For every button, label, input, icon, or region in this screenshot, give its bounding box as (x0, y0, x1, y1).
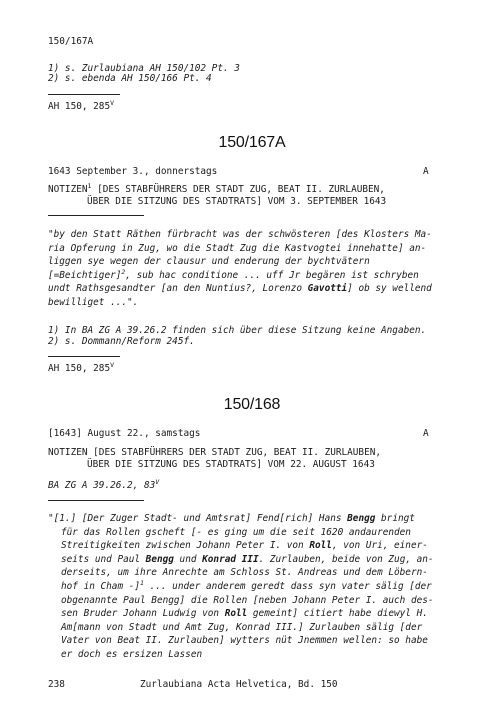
doc2-quote-line: für das Rollen gscheft [- es ging um die seit 1620 andaurenden (61, 526, 411, 538)
doc2-source (48, 480, 159, 493)
doc2-quote-line: Vater von Beat II. Zurlauben] wytters nüt Jnemmen wellen: so habe (61, 635, 428, 647)
doc1-quote-line (48, 267, 458, 284)
doc2-quote-seg: seits und Paul (61, 553, 146, 565)
doc2-quote-name-bold: Roll (224, 608, 248, 620)
doc1-title-divider (48, 215, 144, 216)
doc1-quote-line: bewilliget ...". (48, 296, 139, 308)
doc2-quote-line: Am[mann von Stadt und Amt Zug, Konrad III.] Zurlauben sälig [der (61, 621, 423, 633)
footer-series-title: Zurlaubiana Acta Helvetica, Bd. 150 (140, 679, 338, 690)
doc2-quote-seg: "[1.] [Der Zuger Stadt- und Amtsrat] Fend[rich] Hans (48, 513, 348, 524)
doc2-quote-name-bold: Roll (309, 540, 332, 552)
doc2-title-line2: ÜBER DIE SITZUNG DES STADTRATS] VOM 22. AUGUST 1643 (87, 459, 375, 470)
doc2-title-line1: NOTIZEN [DES STABFÜHRERS DER STADT ZUG, BEAT II. ZURLAUBEN, (48, 447, 382, 458)
doc2-quote-line (48, 554, 458, 568)
doc1-ah-text: AH 150, 285 (48, 363, 111, 374)
doc2-quote-line (48, 513, 458, 527)
doc2-quote-line (48, 540, 458, 554)
doc1-number: 150/167A (218, 134, 286, 151)
doc1-quote-line: ria Opferung in Zug, wo die Stadt Zug die Kastvogtei innehatte] an- (48, 242, 427, 254)
doc1-date: 1643 September 3., donnerstags (48, 166, 218, 177)
doc1-ah-sup: V (110, 361, 115, 369)
doc2-source-text: BA ZG A 39.26.2, 83 (48, 480, 156, 491)
doc2-source-sup: V (155, 478, 160, 486)
top-footnote-1: 1) s. Zurlaubiana AH 150/102 Pt. 3 (48, 63, 240, 74)
doc2-quote-seg: , von Uri, einer- (331, 540, 428, 552)
doc1-quote-sup: 2 (121, 267, 126, 276)
doc2-quote-line: er doch es ersizen Lassen (61, 648, 203, 660)
doc1-quote-name-bold: Gavotti (307, 283, 348, 295)
doc1-title-line2: ÜBER DIE SITZUNG DES STADTRATS] VOM 3. SEPTEMBER 1643 (87, 196, 387, 207)
doc2-quote-line (48, 578, 458, 595)
doc2-quote-seg: . Zurlauben, beide von Zug, an- (258, 553, 434, 565)
doc2-quote-seg: hof in Cham -] (61, 580, 141, 592)
doc2-quote-seg: sen Bruder Johann Ludwig von (61, 608, 225, 620)
doc1-footnote-2: 2) s. Dommann/Reform 245f. (48, 336, 195, 347)
doc2-quote (48, 513, 458, 663)
doc1-quote-line: "by den Statt Räthen fürbracht was der schwösteren [des Klosters Ma- (48, 229, 432, 240)
doc1-quote-seg: [=Beichtiger] (48, 269, 122, 281)
page-number: 238 (48, 679, 65, 690)
doc2-quote-seg: gemeint] citiert habe diewyl H. (247, 608, 428, 620)
doc2-quote-line: derseits, um ihre Anrechte am Schloss St. Andreas und dem Löbern- (61, 567, 428, 579)
doc2-quote-line: obgenannte Paul Bengg] die Rollen [neben Johann Peter I. auch des- (61, 594, 434, 606)
doc1-quote (48, 229, 458, 311)
doc1-quote-seg: ] ob sy wellend (347, 283, 432, 295)
doc2-quote-name-bold: Bengg (347, 513, 376, 524)
top-ah-text: AH 150, 285 (48, 101, 111, 112)
doc2-number: 150/168 (223, 396, 281, 413)
doc1-quote-line (48, 283, 458, 297)
doc2-source-divider (48, 500, 144, 501)
doc2-quote-name-bold: Bengg (145, 553, 174, 565)
doc2-date: [1643] August 22., samstags (48, 428, 201, 439)
top-reference: 150/167A (48, 36, 94, 47)
doc1-ah-reference (48, 363, 114, 376)
doc1-title-a: NOTIZEN (48, 184, 88, 195)
doc2-quote-line (48, 608, 458, 622)
doc1-title-line1 (48, 184, 385, 197)
doc2-flag: A (423, 428, 429, 439)
doc2-quote-name-bold: Konrad III (202, 553, 259, 565)
doc1-title-sup: 1 (87, 182, 92, 190)
doc1-quote-seg: , sub hac conditione ... uff Jr begären ist schryben (125, 269, 419, 281)
top-divider (48, 94, 120, 95)
top-ah-reference (48, 101, 114, 114)
doc1-quote-line: liggen sye wegen der clausur und enderung der bychtvätern (48, 256, 370, 268)
doc2-quote-seg: bringt (375, 513, 415, 524)
doc1-quote-seg: undt Rathsgesandter [an den Nuntius?, Lorenzo (48, 283, 308, 295)
top-ah-sup: V (110, 99, 115, 107)
doc1-footnote-1: 1) In BA ZG A 39.26.2 finden sich über diese Sitzung keine Angaben. (48, 325, 427, 336)
top-footnote-2: 2) s. ebenda AH 150/166 Pt. 4 (48, 73, 212, 84)
doc2-quote-seg: ... under anderem geredt dass syn vater sälig [der (143, 580, 432, 592)
doc2-quote-seg: Streitigkeiten zwischen Johann Peter I. von (61, 540, 310, 552)
doc1-divider (48, 356, 120, 357)
doc2-quote-sup: 1 (140, 578, 144, 587)
doc2-quote-seg: und (173, 553, 203, 565)
doc1-flag: A (423, 166, 429, 177)
doc1-title-b: [DES STABFÜHRERS DER STADT ZUG, BEAT II. ZURLAUBEN, (91, 184, 385, 195)
